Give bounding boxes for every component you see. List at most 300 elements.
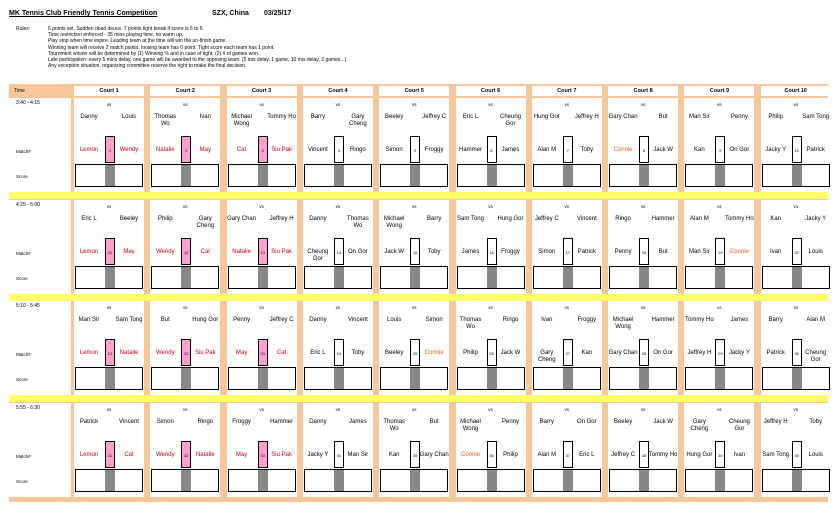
team-top-left: Barry [768, 317, 783, 323]
team-bottom-right: Louis [808, 451, 823, 458]
score-box[interactable] [75, 469, 143, 492]
score-box[interactable] [609, 266, 677, 289]
row-separator [9, 294, 828, 301]
time-header: Time [14, 88, 25, 94]
rule-item: Time restriction enforced - 35 mins playing time, no warm up. [48, 32, 184, 39]
vs-label: vs [183, 406, 188, 412]
team-top-left: Alan M [690, 215, 709, 222]
vs-label: vs [183, 305, 188, 310]
team-top-right: Sam Tong [802, 114, 830, 120]
team-bottom-right: Siu Pak [271, 451, 292, 458]
score-label: Score [16, 174, 28, 179]
team-bottom-right: Jack W [500, 350, 521, 356]
score-label: Score [16, 275, 28, 281]
vs-label: vs [564, 305, 570, 310]
team-top-left: Ivan [541, 317, 553, 323]
score-divider [639, 470, 649, 491]
team-bottom-right: Wendy [119, 147, 139, 153]
match-number: 27 [565, 351, 571, 356]
score-divider [792, 368, 802, 389]
match-cell [684, 200, 754, 294]
time-cell [9, 403, 71, 497]
score-divider [258, 368, 268, 389]
score-divider [181, 267, 191, 288]
score-box[interactable] [533, 164, 601, 187]
time-cell [9, 200, 71, 294]
team-top-left: Thomas Wo [459, 317, 482, 330]
team-bottom-right: May [123, 248, 135, 255]
score-box[interactable] [685, 367, 753, 390]
match-cell [227, 98, 297, 192]
team-top-left: Man Sir [78, 317, 100, 323]
team-top-left: Froggy [232, 418, 251, 425]
score-divider [715, 470, 725, 491]
score-divider [563, 267, 573, 288]
score-divider [410, 470, 420, 491]
score-box[interactable] [609, 469, 677, 492]
team-top-right: Jeffrey C [269, 317, 294, 323]
team-bottom-left: Hammer [458, 147, 482, 153]
team-bottom-right: On Gor [729, 147, 750, 153]
team-top-right: Hammer [651, 317, 675, 323]
team-top-right: Vincent [576, 215, 597, 222]
team-top-right: On Gor [576, 418, 597, 425]
team-bottom-right: Man Sir [347, 451, 369, 458]
match-number: 18 [641, 249, 647, 255]
team-top-right: Froggy [577, 317, 597, 323]
match-cell [608, 301, 678, 395]
team-top-right: Toby [809, 418, 823, 425]
score-box[interactable] [151, 164, 219, 187]
score-box[interactable] [75, 367, 143, 390]
team-bottom-left: Gary Chan [608, 350, 638, 356]
team-top-right: Vincent [347, 317, 368, 323]
score-box[interactable] [228, 367, 296, 390]
match-cell [456, 403, 526, 497]
score-box[interactable] [380, 266, 448, 289]
vs-label: vs [640, 406, 646, 412]
match-cell [532, 200, 602, 294]
team-bottom-right: Froggy [501, 248, 520, 255]
team-top-left: Penny [233, 317, 251, 323]
score-box[interactable] [75, 266, 143, 289]
team-bottom-right: Cat [276, 350, 287, 356]
team-top-right: Penny [501, 418, 519, 425]
score-divider [334, 267, 344, 288]
team-top-left: Tommy Ho [685, 317, 714, 323]
vs-label: vs [106, 203, 112, 209]
match-number: 13 [260, 249, 265, 255]
score-divider [563, 470, 573, 491]
court-header: Court 6 [456, 86, 526, 96]
match-number: 39 [718, 452, 723, 458]
team-bottom-right: Toby [580, 147, 594, 153]
score-divider [715, 165, 725, 186]
team-bottom-left: Simon [538, 248, 556, 255]
score-box[interactable] [304, 469, 372, 492]
match-number-label: Match# [16, 149, 31, 154]
vs-label: vs [793, 203, 798, 209]
match-number: 7 [566, 148, 569, 153]
team-top-left: Gary Chan [227, 215, 257, 222]
match-cell [379, 403, 449, 497]
vs-label: vs [564, 102, 570, 107]
team-bottom-right: On Gor [653, 350, 673, 356]
match-cell [532, 98, 602, 192]
team-bottom-left: Connie [460, 451, 480, 458]
match-cell [456, 200, 526, 294]
score-box[interactable] [762, 164, 830, 187]
team-top-left: Thomas Wo [383, 418, 406, 432]
team-bottom-left: James [461, 248, 480, 255]
score-divider [563, 165, 573, 186]
vs-label: vs [717, 406, 722, 412]
rule-item: Any exception situation, organizing committee reserve the right to make the final decision. [48, 63, 247, 70]
team-bottom-right: Patrick [806, 147, 825, 153]
team-bottom-left: Gary Cheng [537, 350, 556, 363]
match-number: 11 [107, 249, 113, 255]
team-bottom-left: Lemon [79, 451, 99, 458]
score-divider [410, 165, 420, 186]
team-top-right: Cheung Gor [499, 114, 522, 127]
score-divider [105, 368, 115, 389]
score-divider [105, 165, 115, 186]
score-divider [181, 470, 191, 491]
score-box[interactable] [457, 164, 525, 187]
vs-label: vs [793, 406, 798, 412]
vs-label: vs [411, 305, 417, 310]
team-top-left: Michael Wong [460, 418, 481, 432]
score-box[interactable] [762, 266, 830, 289]
team-bottom-right: Patrick [577, 248, 596, 255]
match-cell [379, 200, 449, 294]
team-top-left: Barry [539, 418, 554, 425]
rules-label: Rules: [16, 26, 31, 32]
team-top-right: Barry [427, 215, 442, 222]
team-top-right: But [429, 418, 439, 425]
team-top-left: Gary Chan [608, 114, 638, 120]
match-number: 5 [414, 148, 417, 153]
team-bottom-left: Wendy [156, 350, 175, 356]
score-divider [410, 368, 420, 389]
team-bottom-right: Siu Pak [271, 248, 292, 255]
match-number: 15 [412, 249, 418, 255]
court-header: Court 8 [608, 86, 678, 96]
score-box[interactable] [151, 367, 219, 390]
rules-list [48, 26, 346, 69]
score-box[interactable] [228, 469, 296, 492]
match-number: 31 [107, 452, 113, 458]
score-divider [792, 165, 802, 186]
match-cell [74, 98, 144, 192]
match-number: 22 [184, 351, 189, 356]
score-box[interactable] [151, 469, 219, 492]
match-cell [608, 98, 678, 192]
team-bottom-left: Jacky Y [307, 451, 329, 458]
score-box[interactable] [457, 367, 525, 390]
team-bottom-right: Cat [200, 248, 210, 255]
team-bottom-left: Jacky Y [765, 147, 787, 153]
match-cell [532, 301, 602, 395]
score-box[interactable] [685, 469, 753, 492]
vs-label: vs [259, 102, 264, 107]
team-top-right: But [658, 114, 668, 120]
team-top-right: Beeley [119, 215, 139, 222]
vs-label: vs [106, 305, 112, 310]
match-cell [532, 403, 602, 497]
match-number: 16 [489, 249, 494, 255]
score-divider [105, 470, 115, 491]
column-header-row [9, 84, 828, 98]
team-top-right: Ringo [502, 317, 519, 323]
match-cell [227, 200, 297, 294]
match-number: 9 [719, 148, 722, 153]
score-box[interactable] [75, 164, 143, 187]
match-cell [150, 98, 220, 192]
team-bottom-left: Eric L [310, 350, 326, 356]
team-top-left: Danny [309, 418, 327, 425]
score-divider [334, 368, 344, 389]
team-bottom-left: Sam Tong [762, 451, 790, 458]
score-box[interactable] [228, 164, 296, 187]
vs-label: vs [717, 203, 722, 209]
team-top-right: Jack W [653, 418, 673, 425]
vs-label: vs [106, 102, 112, 107]
team-bottom-right: Siu Pak [271, 147, 292, 153]
match-cell [761, 403, 831, 497]
team-bottom-left: Alan M [537, 147, 557, 153]
match-number: 1 [108, 148, 112, 153]
match-cell [761, 301, 831, 395]
time-cell [9, 98, 71, 192]
score-divider [181, 368, 191, 389]
match-number: 25 [412, 351, 418, 356]
team-bottom-right: Connie [729, 248, 749, 255]
team-bottom-left: Man Sir [689, 248, 710, 255]
team-bottom-left: Wendy [156, 248, 175, 255]
match-cell [608, 403, 678, 497]
team-top-left: But [160, 317, 170, 323]
date: 03/25/17 [264, 10, 292, 17]
match-cell [761, 98, 831, 192]
team-top-left: Eric L [462, 114, 479, 120]
match-cell [684, 301, 754, 395]
team-top-left: Hung Gor [533, 114, 560, 120]
team-bottom-left: Patrick [766, 350, 785, 356]
score-box[interactable] [762, 367, 830, 390]
team-bottom-right: Kan [581, 350, 593, 356]
match-cell [456, 301, 526, 395]
score-box[interactable] [457, 266, 525, 289]
match-number: 12 [184, 249, 189, 255]
match-number: 40 [794, 452, 799, 458]
team-bottom-left: Simon [385, 147, 403, 153]
team-top-left: Danny [309, 215, 327, 222]
team-top-right: Tommy Ho [725, 215, 754, 222]
score-divider [792, 470, 802, 491]
match-cell [684, 98, 754, 192]
rule-item: 6 points set. Sudden dead deuce. 7 points tight break if score is 6 to 6. [48, 26, 204, 32]
team-top-right: Cheung Gor [728, 418, 750, 432]
score-box[interactable] [228, 266, 296, 289]
match-cell [761, 200, 831, 294]
match-cell [74, 403, 144, 497]
score-box[interactable] [380, 367, 448, 390]
row-separator [9, 192, 828, 199]
team-bottom-right: Toby [427, 248, 441, 255]
vs-label: vs [411, 203, 417, 209]
team-top-left: Beeley [613, 418, 633, 425]
court-header: Court 10 [761, 86, 831, 96]
score-box[interactable] [304, 164, 372, 187]
team-top-left: Michael Wong [231, 114, 252, 127]
team-bottom-left: Lemon [79, 147, 99, 153]
team-bottom-right: Tommy Ho [648, 451, 678, 458]
match-number: 33 [260, 452, 265, 458]
team-top-left: Gary Cheng [690, 418, 709, 432]
location: SZX, China [212, 10, 249, 17]
score-box[interactable] [533, 469, 601, 492]
vs-label: vs [717, 305, 722, 310]
team-bottom-left: Wendy [156, 451, 175, 458]
team-bottom-right: Cat [124, 451, 134, 458]
vs-label: vs [411, 102, 417, 107]
score-box[interactable] [380, 164, 448, 187]
team-top-right: Jacky Y [805, 215, 827, 222]
page-title: MK Tennis Club Friendly Tennis Competition [9, 10, 158, 17]
team-bottom-left: Kan [388, 451, 400, 458]
match-number: 28 [641, 351, 647, 356]
score-box[interactable] [304, 367, 372, 390]
team-bottom-left: Natalie [232, 248, 251, 255]
court-header: Court 4 [303, 86, 373, 96]
vs-label: vs [793, 305, 798, 310]
team-bottom-left: Penny [614, 248, 632, 255]
team-top-left: Philip [768, 114, 784, 120]
vs-label: vs [106, 406, 112, 412]
team-top-left: Louis [387, 317, 402, 323]
vs-label: vs [259, 406, 264, 412]
team-top-left: Jeffrey C [534, 215, 559, 222]
team-top-right: Hung Gor [192, 317, 219, 323]
vs-label: vs [564, 406, 570, 412]
score-box[interactable] [380, 469, 448, 492]
vs-label: vs [564, 203, 570, 209]
team-top-left: Thomas Wo [154, 114, 177, 127]
team-bottom-left: Vincent [307, 147, 328, 153]
court-header: Court 2 [150, 86, 220, 96]
team-bottom-right: Jack W [653, 147, 673, 153]
vs-label: vs [183, 203, 188, 209]
team-bottom-left: Cat [236, 147, 247, 153]
score-box[interactable] [609, 164, 677, 187]
score-box[interactable] [609, 367, 677, 390]
time-slot-label: 5:10 - 5:45 [16, 303, 40, 309]
score-box[interactable] [457, 469, 525, 492]
team-bottom-right: On Gor [348, 248, 368, 255]
team-bottom-right: But [658, 248, 668, 255]
team-bottom-left: Natalie [155, 147, 175, 153]
match-number: 14 [336, 249, 342, 255]
vs-label: vs [488, 203, 493, 209]
match-number: 10 [794, 148, 799, 153]
team-bottom-right: Natalie [119, 350, 139, 356]
team-bottom-left: Lemon [79, 350, 99, 356]
team-top-left: Ringo [615, 215, 631, 222]
rule-item: Winning team will receive 2 match points, loosing team has 0 point. Tight score each team has 1 point. [48, 44, 275, 51]
match-cell [456, 98, 526, 192]
team-bottom-left: Cheung Gor [307, 248, 329, 262]
team-top-right: Ivan [199, 114, 211, 120]
score-divider [639, 165, 649, 186]
team-bottom-left: Alan M [537, 451, 557, 458]
team-bottom-left: Ivan [770, 248, 782, 255]
score-label: Score [16, 377, 28, 382]
match-number: 8 [642, 148, 646, 153]
match-number: 26 [489, 351, 494, 356]
score-box[interactable] [533, 266, 601, 289]
team-top-right: Gary Cheng [196, 215, 215, 229]
match-cell [379, 301, 449, 395]
match-cell [303, 301, 373, 395]
time-cell [9, 301, 71, 395]
score-divider [258, 165, 268, 186]
court-header: Court 9 [684, 86, 754, 96]
match-number: 17 [565, 249, 571, 255]
match-number: 36 [489, 452, 494, 458]
team-bottom-right: Eric L [579, 451, 595, 458]
score-box[interactable] [533, 367, 601, 390]
team-top-left: Danny [80, 114, 98, 120]
match-cell [303, 200, 373, 294]
team-bottom-right: May [199, 147, 211, 153]
score-box[interactable] [304, 266, 372, 289]
team-bottom-right: Siu Pak [194, 350, 216, 356]
team-bottom-right: Cheung Gor [805, 350, 827, 363]
score-box[interactable] [151, 266, 219, 289]
team-top-left: Michael Wong [612, 317, 634, 330]
match-number: 4 [337, 148, 340, 153]
match-number-label: Match# [16, 453, 31, 459]
match-number: 34 [336, 452, 342, 458]
match-number: 6 [490, 148, 493, 153]
match-cell [684, 403, 754, 497]
team-bottom-right: Philip [503, 451, 518, 458]
time-slot-label: 4:25 - 5:00 [16, 201, 40, 208]
score-box[interactable] [685, 164, 753, 187]
rule-item: Late participation: every 5 mins delay, one game will be awarded to the opposing team. (5 mis delay, 1 game, 10 mis delay, 2 games...) [48, 57, 347, 64]
match-cell [150, 301, 220, 395]
header [9, 10, 292, 17]
score-box[interactable] [762, 469, 830, 492]
team-top-left: Patrick [79, 418, 99, 425]
match-cell [379, 98, 449, 192]
match-number: 24 [336, 351, 342, 356]
match-cell [150, 200, 220, 294]
score-divider [639, 368, 649, 389]
match-number: 37 [565, 452, 571, 458]
score-divider [258, 267, 268, 288]
team-bottom-left: Connie [613, 147, 633, 153]
score-divider [105, 267, 115, 288]
match-number: 30 [794, 351, 799, 356]
team-top-right: Hammer [651, 215, 675, 222]
vs-label: vs [335, 102, 341, 107]
score-divider [258, 470, 268, 491]
match-number: 32 [184, 452, 189, 458]
score-box[interactable] [685, 266, 753, 289]
match-cell [303, 403, 373, 497]
